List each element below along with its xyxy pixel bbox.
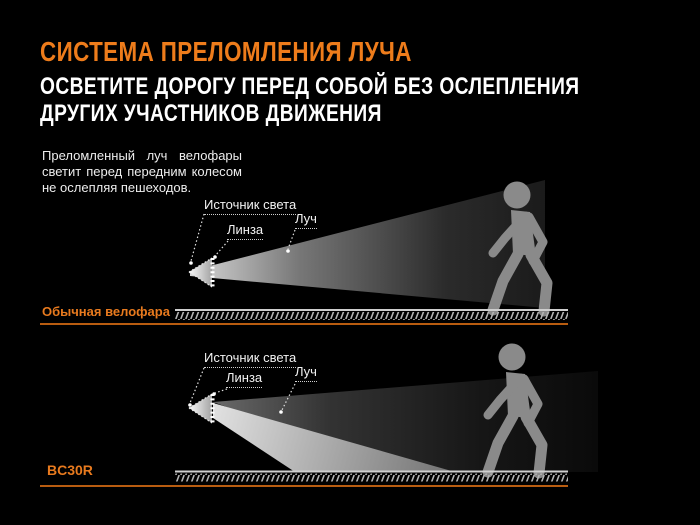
- label-lens: Линза: [226, 371, 262, 388]
- page-title: [40, 36, 505, 68]
- label-beam: Луч: [295, 365, 317, 382]
- ground-hatch: [175, 312, 568, 320]
- diagram-bc30r: [0, 340, 700, 495]
- subtitle-line-1: ОСВЕТИТЕ ДОРОГУ ПЕРЕД СОБОЙ БЕЗ ОСЛЕПЛЕНИЯ: [40, 73, 580, 100]
- page-title-text: СИСТЕМА ПРЕЛОМЛЕНИЯ ЛУЧА: [40, 36, 412, 67]
- label-beam: Луч: [295, 212, 317, 229]
- caption-bc30r: BC30R: [47, 462, 93, 478]
- label-light-source: Источник света: [204, 351, 296, 368]
- label-lens: Линза: [227, 223, 263, 240]
- ground-hatch: [175, 474, 568, 482]
- description-text: Преломленный луч велофары светит перед передним колесом не ослепляя пешеходов.: [42, 148, 242, 195]
- label-light-source: Источник света: [204, 198, 296, 215]
- caption-ordinary-light: Обычная велофара: [42, 304, 170, 319]
- subtitle-line-2: ДРУГИХ УЧАСТНИКОВ ДВИЖЕНИЯ: [40, 100, 382, 127]
